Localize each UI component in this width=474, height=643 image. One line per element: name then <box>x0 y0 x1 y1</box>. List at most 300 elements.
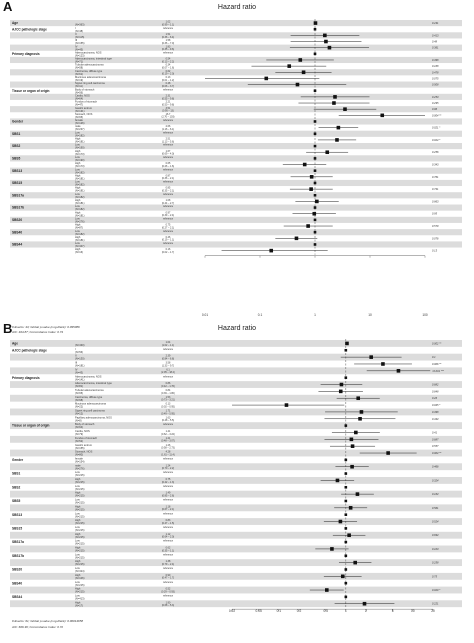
hr-label: reference <box>162 205 174 209</box>
p-value-label: 0.648 <box>432 390 439 394</box>
x-tick-label: 0.05 <box>255 609 262 613</box>
sample-size-label: (N=215) <box>75 542 85 546</box>
level-label: Low <box>75 580 80 584</box>
level-label: High <box>75 573 81 577</box>
p-value-label: 0.343 <box>432 163 439 167</box>
hr-point <box>345 500 348 503</box>
level-label: Fundus of stomach <box>75 100 98 104</box>
ci-label: (0.84 – 6.8) <box>161 357 175 361</box>
p-value-label: 0.024 * <box>432 138 441 142</box>
sample-size-label: (N=12) <box>75 412 84 416</box>
variable-label: SBS17a <box>12 193 24 198</box>
ci-label: (0.02 – 1.7) <box>161 251 175 255</box>
level-label: II <box>75 354 77 358</box>
variable-label: SBS44 <box>12 594 23 599</box>
level-label: Adenocarcinoma, NOS <box>75 51 102 55</box>
variable-label: Primary diagnosis <box>12 51 40 56</box>
sample-size-label: (N=190) <box>75 146 85 150</box>
level-label: Gastric antrum <box>75 443 93 447</box>
hr-point <box>347 533 351 537</box>
variable-label: SBS17a <box>12 540 24 545</box>
level-label: Cardia, NOS <box>75 430 90 434</box>
hr-label: reference <box>162 168 174 172</box>
hr-point <box>345 541 348 544</box>
hr-label: 1.41 <box>165 430 171 434</box>
sample-size-label: (N=173) <box>75 165 85 169</box>
sample-size-label: (N=363) <box>75 23 85 27</box>
hr-point <box>330 547 334 551</box>
p-value-label: 0.324 <box>432 479 439 483</box>
hr-label: reference <box>162 594 174 598</box>
level-label: Signet ring cell carcinoma <box>75 82 105 86</box>
ci-label: (0.07 – 1.6) <box>161 66 175 70</box>
sample-size-label: (N=215) <box>75 583 85 587</box>
level-label: Body of stomach <box>75 88 95 92</box>
sample-size-label: (N=276) <box>75 467 85 471</box>
hr-label: 1.04 <box>165 341 171 345</box>
hr-label: 1.83 <box>165 45 171 49</box>
p-value-label: 0.231 <box>432 22 439 26</box>
variable-label: SBS17b <box>12 553 25 558</box>
x-tick-label: 0.01 <box>201 313 209 317</box>
hr-label: 0.34 <box>165 63 171 67</box>
hr-point <box>345 376 348 379</box>
p-value-label: 0.13 <box>432 249 438 253</box>
hr-label: 0.65 <box>165 162 171 166</box>
variable-label: SBS15 <box>12 526 23 531</box>
level-label: Cardia, NOS <box>75 94 90 98</box>
sample-size-label: (N=215) <box>75 563 85 567</box>
ci-label: (0.42 – 1.3) <box>161 480 175 484</box>
hr-label: reference <box>162 88 174 92</box>
sample-size-label: (N=181) <box>75 189 85 193</box>
hr-point <box>324 40 328 44</box>
hr-label: 0.86 <box>165 382 171 386</box>
sample-size-label: (N=11) <box>75 85 83 89</box>
ci-label: (2.05 – 18.2) <box>161 371 175 375</box>
hr-label: 2.39 <box>165 354 171 358</box>
hr-label: 3.51 <box>165 106 171 110</box>
hr-label: 0.13 <box>165 76 171 80</box>
hr-label: 0.85 <box>165 186 171 190</box>
hr-point <box>356 396 360 400</box>
sample-size-label: (N=215) <box>75 549 85 553</box>
x-tick-label: 10 <box>368 313 372 317</box>
variable-label: SBS20 <box>12 567 23 572</box>
sample-size-label: (N=22) <box>75 405 84 409</box>
sample-size-label: (N=87) <box>75 226 84 230</box>
sample-size-label: (N=181) <box>75 202 85 206</box>
p-value-label: 0.168 <box>432 65 439 69</box>
sample-size-label: (N=215) <box>75 487 85 491</box>
hr-label: 1.67 <box>165 149 171 153</box>
hr-point <box>337 126 341 130</box>
hr-label: 0.46 <box>165 235 171 239</box>
x-tick-label: 100 <box>422 313 428 317</box>
ci-label: (0.19 – 2.0) <box>161 72 175 76</box>
level-label: High <box>75 560 81 564</box>
hr-point <box>314 53 317 56</box>
variable-label: SBS5 <box>12 499 21 504</box>
level-label: Carcinoma, diffuse type <box>75 69 103 73</box>
sample-size-label: (N=413) <box>75 597 85 601</box>
hr-point <box>314 120 317 123</box>
hr-point <box>295 237 299 241</box>
hr-point <box>296 83 300 87</box>
p-value-label: 0.694 <box>432 534 439 538</box>
level-label: Low <box>75 217 80 221</box>
p-value-label: 0.508 <box>432 83 439 87</box>
sample-size-label: (N=215) <box>75 508 85 512</box>
variable-label: SBS44 <box>12 242 23 247</box>
hr-label: 0.75 <box>165 478 171 482</box>
sample-size-label: (N=173) <box>75 152 85 156</box>
sample-size-label: (N=52) <box>75 439 84 443</box>
hr-point <box>358 417 362 421</box>
p-value-label: 0.295 <box>432 102 439 106</box>
sample-size-label: (N=182) <box>75 171 85 175</box>
level-label: Low <box>75 471 80 475</box>
chart-title: Hazard ratio <box>217 325 257 332</box>
x-tick-label: 0.02 <box>228 609 236 613</box>
hr-point <box>343 107 347 111</box>
hr-point <box>314 206 317 209</box>
sample-size-label: (N=71) <box>75 60 84 64</box>
panel-letter: B <box>3 321 13 336</box>
ci-label: (0.79 – 2.4) <box>161 563 175 567</box>
p-value-label: 0.004 ** <box>432 114 442 118</box>
hr-point <box>341 575 345 579</box>
sample-size-label: (N=8) <box>75 419 82 423</box>
sample-size-label: (N=79) <box>75 433 84 437</box>
p-value-label: 0.741 <box>432 188 439 192</box>
x-tick-label: 1 <box>344 609 347 613</box>
hr-label: reference <box>162 143 174 147</box>
hr-label: 2.51 <box>165 137 171 141</box>
hr-label: 6.1 <box>166 368 170 372</box>
level-label: Low <box>75 168 80 172</box>
hr-label: reference <box>162 180 174 184</box>
variable-label: Age <box>12 21 19 26</box>
hr-point <box>363 602 367 606</box>
ci-label: (0.49 – 5.95) <box>161 412 175 416</box>
level-label: Tubular adenocarcinoma <box>75 388 104 392</box>
hr-point <box>314 243 317 246</box>
hr-label: 1.49 <box>165 491 171 495</box>
level-label: IV <box>75 368 78 372</box>
sample-size-label: (N=115) <box>75 35 85 39</box>
hr-label: 1.53 <box>165 395 171 399</box>
hr-label: reference <box>162 471 174 475</box>
p-value-label: 0.682 <box>432 383 439 387</box>
sample-size-label: (N=47) <box>75 103 84 107</box>
hr-point <box>323 34 327 38</box>
level-label: Papillary adenocarcinoma, NOS <box>75 416 112 420</box>
hr-point <box>285 403 289 407</box>
p-value-label: 0.687 <box>432 438 439 442</box>
variable-label: SBS13 <box>12 168 23 173</box>
ci-label: (0.06 – 3.7) <box>161 84 175 88</box>
sample-size-label: (N=324) <box>75 570 85 574</box>
level-label: female <box>75 457 83 461</box>
ci-label: (0.29 – 0.93) <box>161 590 175 594</box>
p-value-label: 0.361 <box>432 46 439 50</box>
p-value-label: 0.021 * <box>432 126 441 130</box>
p-value-label: 0.076 <box>432 237 439 241</box>
ci-label: (0.55 – 9.8) <box>161 97 175 101</box>
sample-size-label: (N=43) <box>75 371 84 375</box>
level-label: Gastric antrum <box>75 106 93 110</box>
hr-label: reference <box>162 484 174 488</box>
hr-label: 1.02 <box>165 20 171 24</box>
hr-label: 0.97 <box>165 211 171 215</box>
hr-point <box>345 486 348 489</box>
variable-label: SBS13 <box>12 512 23 517</box>
p-value-label: 0.253 <box>432 95 439 99</box>
level-label: male <box>75 125 81 129</box>
variable-label: Primary diagnosis <box>12 375 40 380</box>
x-tick-label: 0.2 <box>296 609 302 613</box>
level-label: High <box>75 546 81 550</box>
ci-label: (0.69 – 4.0) <box>161 152 175 156</box>
sample-size-label: (N=215) <box>75 494 85 498</box>
hr-point <box>345 554 348 557</box>
level-label: Low <box>75 553 80 557</box>
hr-label: reference <box>162 553 174 557</box>
level-label: Low <box>75 594 80 598</box>
p-value-label: 0.045 * <box>432 404 441 408</box>
level-label: III <box>75 39 78 43</box>
ci-label: (0.44 – 2.7) <box>161 201 175 205</box>
p-value-label: 0.029 * <box>432 589 441 593</box>
level-label: High <box>75 149 81 153</box>
hr-point <box>314 182 317 185</box>
sample-size-label: (N=65) <box>75 391 84 395</box>
level-label: High <box>75 211 81 215</box>
level-label: High <box>75 223 81 227</box>
hr-point <box>350 438 354 442</box>
level-label: Adenocarcinoma, NOS <box>75 375 102 379</box>
hr-point <box>349 506 353 510</box>
p-value-label: 0.1 <box>432 356 436 360</box>
hr-point <box>345 342 349 346</box>
sample-size-label: (N=181) <box>75 238 85 242</box>
ci-label: (0.48 – 5.5) <box>161 419 175 423</box>
sample-size-label: (N=182) <box>75 134 85 138</box>
hr-point <box>312 212 316 216</box>
level-label: Low <box>75 539 80 543</box>
sample-size-label: (N=181) <box>75 214 85 218</box>
hr-label: reference <box>162 512 174 516</box>
level-label: female <box>75 119 83 123</box>
sample-size-label: (N=182) <box>75 232 85 236</box>
sample-size-label: (N=65) <box>75 115 84 119</box>
hr-label: 1.24 <box>165 464 171 468</box>
p-value-label: 0.434 <box>432 417 439 421</box>
hr-point <box>314 169 317 172</box>
sample-size-label: (N=430) <box>75 344 85 348</box>
hr-point <box>269 249 273 253</box>
hr-point <box>354 431 358 435</box>
hr-label: 1.26 <box>165 443 171 447</box>
level-label: Low <box>75 484 80 488</box>
level-label: High <box>75 519 81 523</box>
level-label: Low <box>75 143 80 147</box>
sample-size-label: (N=45) <box>75 48 84 52</box>
hr-label: reference <box>162 119 174 123</box>
p-value-label: 0.006 ** <box>432 362 442 366</box>
ci-label: (0.39 – 2.4) <box>161 214 175 218</box>
sample-size-label: (N=68) <box>75 398 84 402</box>
p-value-label: 0.478 <box>432 71 439 75</box>
hr-point <box>314 231 317 234</box>
ci-label: (0.68 – 5.3) <box>161 604 175 608</box>
level-label: Low <box>75 498 80 502</box>
hr-point <box>336 479 340 483</box>
hr-label: 1.38 <box>165 560 171 564</box>
sample-size-label: (N=215) <box>75 515 85 519</box>
level-label: Low <box>75 242 80 246</box>
footnote: AIC: 404.87; Concordance Index: 0.74 <box>12 330 64 334</box>
sample-size-label: (N=182) <box>75 208 85 212</box>
level-label: male <box>75 464 81 468</box>
hr-label: reference <box>162 580 174 584</box>
level-label: III <box>75 361 78 365</box>
hr-label: 0.75 <box>165 223 171 227</box>
hr-label: reference <box>162 229 174 233</box>
sample-size-label: (N=61) <box>75 72 84 76</box>
sample-size-label: (N=181) <box>75 177 85 181</box>
sample-size-label: (N=17) <box>75 604 84 608</box>
hr-label: reference <box>162 498 174 502</box>
variable-label: Tissue or organ of origin <box>12 88 50 93</box>
ci-label: (0.58 – 2.73) <box>161 446 175 450</box>
hr-point <box>353 561 357 565</box>
hr-point <box>314 219 317 222</box>
hr-label: 1.71 <box>165 409 171 413</box>
hr-point <box>380 114 384 118</box>
level-label: Adenocarcinoma, intestinal type <box>75 382 112 386</box>
sample-size-label: (N=56) <box>75 350 84 354</box>
p-value-label: 0.579 <box>432 225 439 229</box>
hr-label: 1.51 <box>165 32 171 36</box>
sample-size-label: (N=126) <box>75 122 85 126</box>
ci-label: (0.64 – 2.0) <box>161 535 175 539</box>
level-label: High <box>75 199 81 203</box>
footnote: AIC: 606.36; Concordance Index: 0.72 <box>12 625 64 629</box>
sample-size-label: (N=131) <box>75 109 85 113</box>
hr-point <box>306 224 310 228</box>
hr-label: reference <box>162 525 174 529</box>
sample-size-label: (N=215) <box>75 556 85 560</box>
ci-label: (0.36 – 2.1) <box>161 177 175 181</box>
p-value-label: 0.398 <box>432 58 439 62</box>
sample-size-label: (N=154) <box>75 460 85 464</box>
hr-label: 0.52 <box>165 587 171 591</box>
p-value-label: 0.524 <box>432 520 439 524</box>
level-label: Low <box>75 229 80 233</box>
sample-size-label: (N=182) <box>75 183 85 187</box>
ci-label: (0.47 – 1.7) <box>161 576 175 580</box>
ci-label: (0.47 – 1.5) <box>161 521 175 525</box>
level-label: II <box>75 32 77 36</box>
hr-label: reference <box>162 26 174 30</box>
p-value-label: 0.95 <box>432 212 438 216</box>
hr-point <box>360 410 364 414</box>
ci-label: (0.26 – 1.6) <box>161 164 175 168</box>
level-label: Low <box>75 525 80 529</box>
p-value-label: 0.221 <box>432 602 439 606</box>
sample-size-label: (N=181) <box>75 140 85 144</box>
ci-label: (0.85 – 2.6) <box>161 494 175 498</box>
hr-point <box>345 568 348 571</box>
hr-point <box>314 89 317 92</box>
hr-point <box>298 58 302 62</box>
hr-label: 1.90 <box>165 601 171 605</box>
panel-letter: A <box>3 0 13 14</box>
level-label: Stomach, NOS <box>75 112 93 116</box>
hr-label: 3.58 <box>165 361 171 365</box>
level-label: High <box>75 174 81 178</box>
variable-label: Gender <box>12 119 24 124</box>
p-value-label: 0.103 <box>432 547 439 551</box>
sample-size-label: (N=81) <box>75 385 84 389</box>
level-label: Mucinous adenocarcinoma <box>75 76 106 80</box>
hr-label: reference <box>162 51 174 55</box>
level-label: Low <box>75 192 80 196</box>
variable-label: SBS40 <box>12 581 23 586</box>
sample-size-label: (N=155) <box>75 446 85 450</box>
hr-label: 2.21 <box>165 100 171 104</box>
hr-point <box>381 362 385 366</box>
hr-point <box>345 582 348 585</box>
variable-label: Age <box>12 341 19 346</box>
hr-point <box>345 459 348 462</box>
hr-point <box>345 513 348 516</box>
hr-point <box>345 596 348 599</box>
sample-size-label: (N=16) <box>75 251 84 255</box>
sample-size-label: (N=215) <box>75 501 85 505</box>
level-label: High <box>75 532 81 536</box>
level-label: I <box>75 26 76 30</box>
ci-label: (1.13 – 5.6) <box>161 140 175 144</box>
level-label: Fundus of stomach <box>75 436 98 440</box>
hr-point <box>287 64 291 68</box>
footnote: # Events: 43; Global p-value (Log-Rank): 0.095086 <box>12 325 80 329</box>
ci-label: (1.61 – 11.4) <box>161 453 175 457</box>
hr-label: 1.21 <box>165 436 171 440</box>
ci-label: (0.67 – 2.1) <box>161 508 175 512</box>
ci-label: (0.36 – 6.4) <box>161 35 175 39</box>
p-value-label: 0.48 <box>432 40 438 44</box>
hr-point <box>325 588 329 592</box>
p-value-label: 0.075 <box>432 77 439 81</box>
hr-label: reference <box>162 192 174 196</box>
hr-point <box>264 77 268 81</box>
sample-size-label: (N=48) <box>75 29 84 33</box>
x-tick-label: 10 <box>411 609 415 613</box>
p-value-label: 0.761 <box>432 175 439 179</box>
ci-label: (0.95 – 13) <box>162 109 174 113</box>
level-label: Low <box>75 131 80 135</box>
level-label: Low <box>75 512 80 516</box>
hr-point <box>345 424 348 427</box>
level-label: High <box>75 162 81 166</box>
hr-label: 16.7 <box>165 112 171 116</box>
hr-label: reference <box>162 242 174 246</box>
sample-size-label: (N=64) <box>75 97 84 101</box>
p-value-label: 0.41 <box>432 431 438 435</box>
